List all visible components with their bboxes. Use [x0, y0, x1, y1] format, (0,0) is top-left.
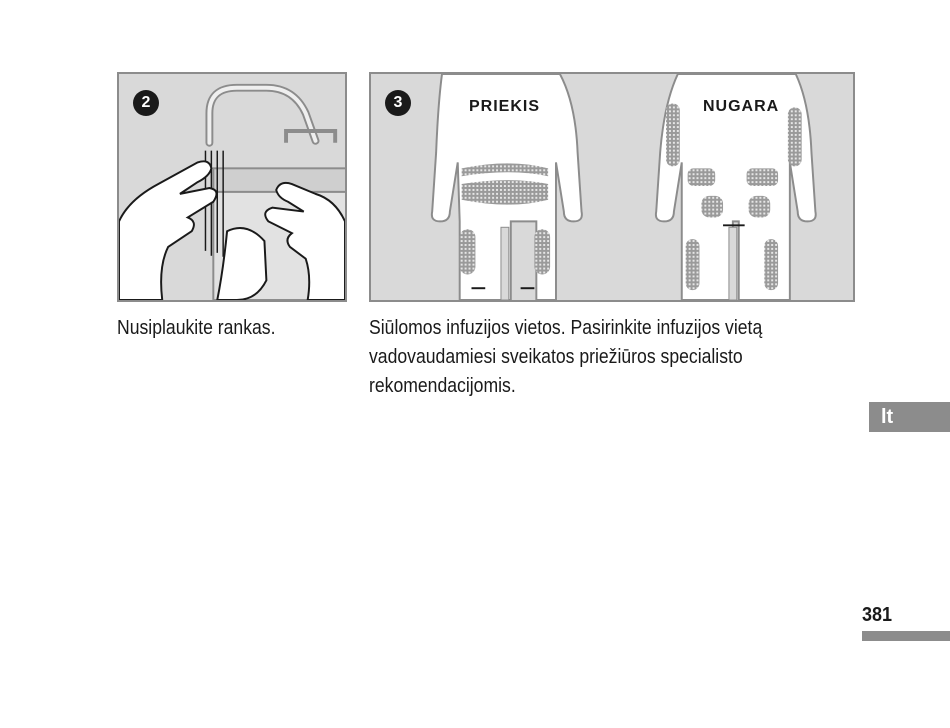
step-2-caption: Nusiplaukite rankas.	[117, 317, 276, 339]
body-outline-drawing	[371, 74, 853, 300]
hand-washing-illustration	[117, 72, 347, 302]
step-number-badge: 2	[133, 90, 159, 116]
step-3-caption: Siūlomos infuzijos vietos. Pasirinkite infuzijos vietą vadovaudamiesi sveikatos priežiūros specialisto rekomendacijomis.	[369, 317, 763, 397]
page-number: 381	[862, 604, 893, 626]
back-label: NUGARA	[703, 98, 780, 115]
language-tab: lt	[869, 402, 950, 432]
front-label: PRIEKIS	[469, 98, 541, 115]
infusion-sites-illustration	[369, 72, 855, 302]
step-number-badge: 3	[385, 90, 411, 116]
page-number-rule	[862, 631, 950, 641]
